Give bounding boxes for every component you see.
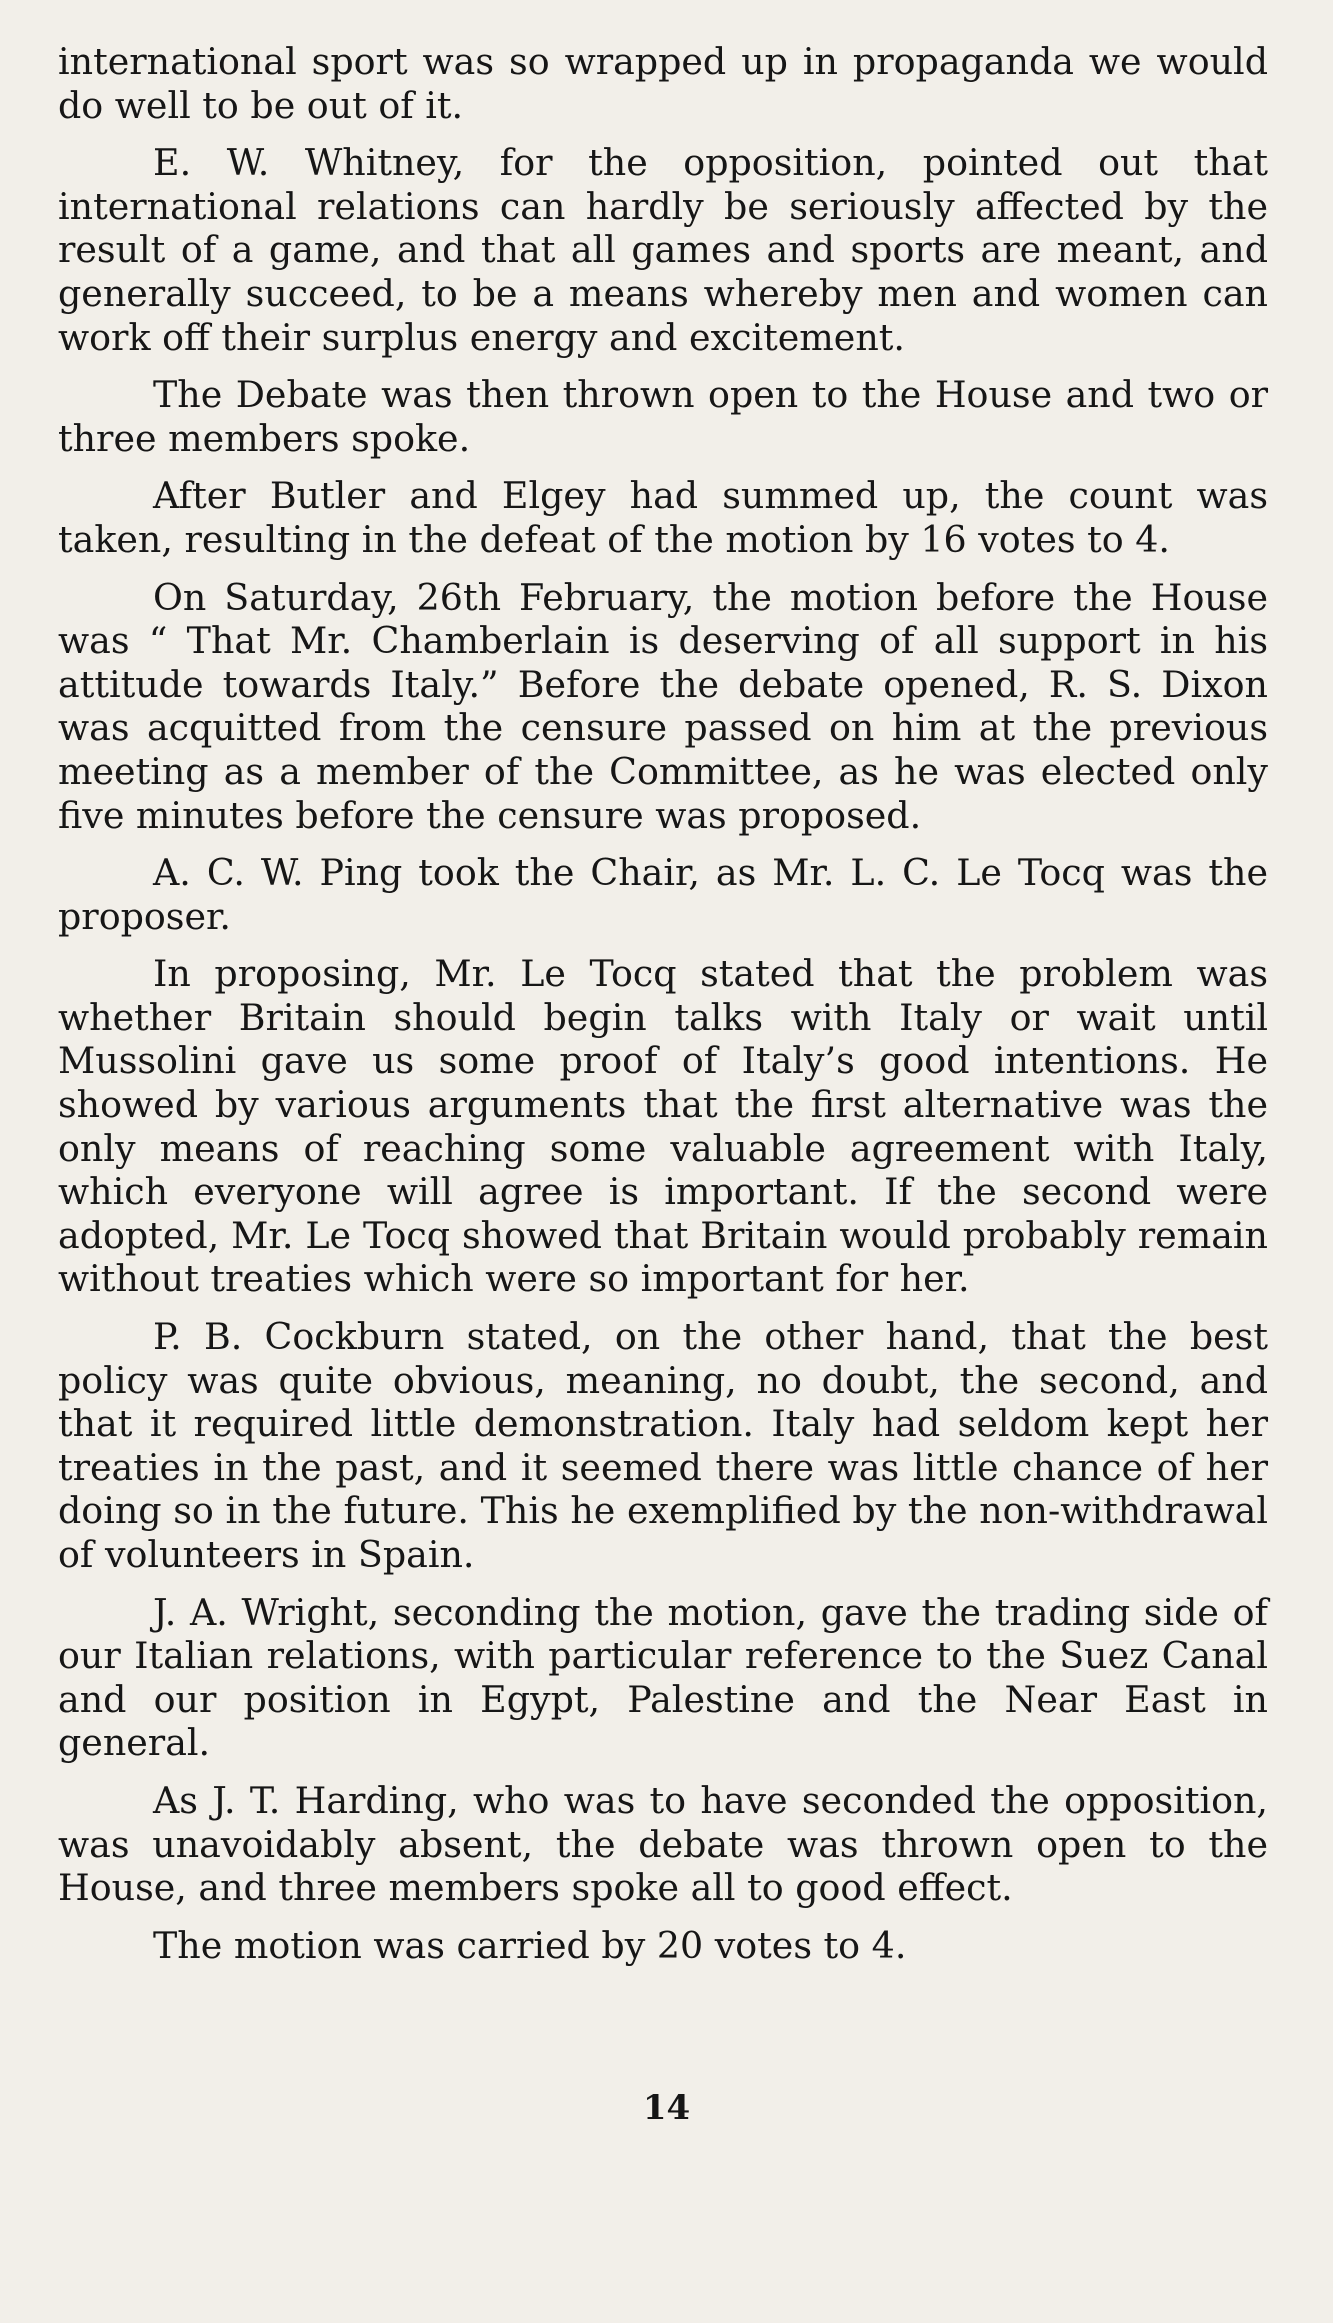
paragraph-harding: As J. T. Harding, who was to have seconded the opposition, was unavoidably absent, the debate was thrown open to the House, and three members spoke all to good effect. — [58, 1778, 1268, 1910]
paragraph-wright: J. A. Wright, seconding the motion, gave the trading side of our Italian relations, with particular reference to the Suez Canal and our position in Egypt, Palestine and the Near East in general. — [58, 1590, 1268, 1765]
paragraph-cockburn: P. B. Cockburn stated, on the other hand, that the best policy was quite obvious, meaning, no doubt, the second, and that it required little demonstration. Italy had seldom kept her treaties in the past, and it seemed there was little chance of her doing so in the future. This he exemplified by the non-withdrawal of volunteers in Spain. — [58, 1315, 1268, 1576]
paragraph-debate-open: The Debate was then thrown open to the House and two or three members spoke. — [58, 373, 1268, 460]
paragraph-continuation: international sport was so wrapped up in propaganda we would do well to be out of it. — [58, 40, 1268, 127]
paragraph-count: After Butler and Elgey had summed up, the count was taken, resulting in the defeat of the motion by 16 votes to 4. — [58, 474, 1268, 561]
paragraph-chair: A. C. W. Ping took the Chair, as Mr. L. C. Le Tocq was the proposer. — [58, 851, 1268, 938]
paragraph-whitney: E. W. Whitney, for the opposition, pointed out that international relations can hardly be seriously affected by the result of a game, and that all games and sports are meant, and generally succeed, to be a means whereby men and women can work off their surplus energy and excitement. — [58, 141, 1268, 359]
page-body — [58, 40, 1268, 1981]
paragraph-le-tocq: In proposing, Mr. Le Tocq stated that the problem was whether Britain should begin talks with Italy or wait until Mussolini gave us some proof of Italy’s good intentions. He showed by various arguments that the first alternative was the only means of reaching some valuable agreement with Italy, which everyone will agree is important. If the second were adopted, Mr. Le Tocq showed that Britain would probably remain without treaties which were so important for her. — [58, 952, 1268, 1301]
paragraph-result: The motion was carried by 20 votes to 4. — [153, 1923, 907, 1967]
page-number: 14 — [642, 2088, 691, 2128]
paragraph-saturday-motion: On Saturday, 26th February, the motion before the House was “ That Mr. Chamberlain is deserving of all support in his attitude towards Italy.” Before the debate opened, R. S. Dixon was acquitted from the censure passed on him at the previous meeting as a member of the Committee, as he was elected only five minutes before the censure was proposed. — [58, 575, 1268, 837]
